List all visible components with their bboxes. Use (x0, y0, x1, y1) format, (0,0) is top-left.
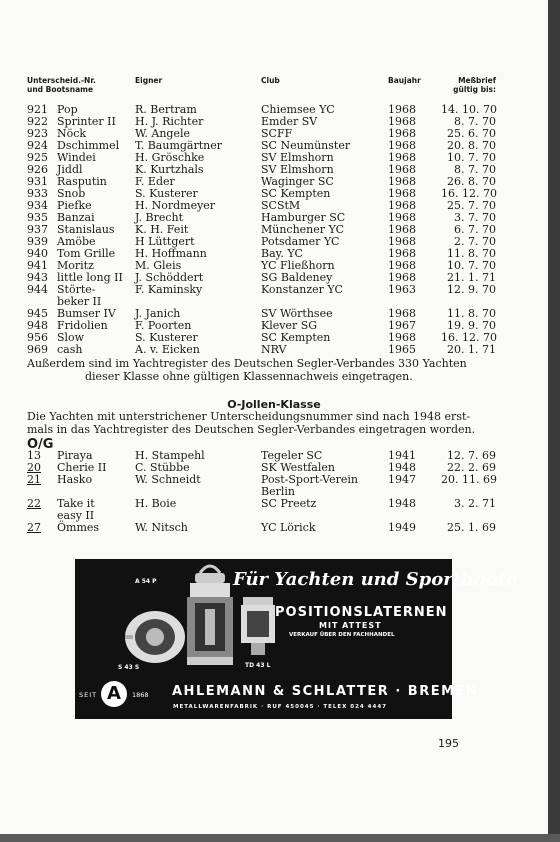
ad-label-td43l: TD 43 L (245, 662, 271, 669)
row-number: 969 (27, 343, 48, 356)
row-year: 1968 (388, 199, 416, 212)
row-number: 22 (27, 497, 41, 510)
row-club: SC Kempten (261, 187, 331, 200)
row-boat-name: Sprinter II (57, 115, 116, 128)
row-owner: H. Nordmeyer (135, 199, 216, 212)
row-boat-name: beker II (57, 295, 102, 308)
row-owner: H Lüttgert (135, 235, 195, 248)
row-boat-name: Piefke (57, 199, 92, 212)
row-number: 921 (27, 103, 48, 116)
row-owner: H. Stampehl (135, 449, 205, 462)
row-boat-name: Amöbe (57, 235, 96, 248)
row-club: Post-Sport-Verein (261, 473, 358, 486)
row-boat-name: Windei (57, 151, 96, 164)
row-number: 924 (27, 139, 48, 152)
row-boat-name: cash (57, 343, 83, 356)
row-date: 11. 8. 70 (447, 247, 496, 260)
row-year: 1968 (388, 211, 416, 224)
row-year: 1968 (388, 223, 416, 236)
row-club: Emder SV (261, 115, 318, 128)
row-year: 1968 (388, 235, 416, 248)
row-number: 21 (27, 473, 41, 486)
class-mark: O/G (27, 437, 54, 452)
row-boat-name: Störte- (57, 283, 96, 296)
row-club: SC Preetz (261, 497, 317, 510)
header-club-label: Club (261, 76, 280, 85)
row-boat-name: Moritz (57, 259, 94, 272)
row-owner: J. Schöddert (135, 271, 204, 284)
header-valid-label: gültig bis: (453, 85, 496, 94)
row-date: 3. 2. 71 (454, 497, 496, 510)
row-boat-name: Piraya (57, 449, 93, 462)
row-number: 922 (27, 115, 48, 128)
row-owner: W. Schneidt (135, 473, 201, 486)
row-boat-name: Cherie II (57, 461, 107, 474)
row-club: SV Wörthsee (261, 307, 333, 320)
row-date: 16. 12. 70 (441, 331, 497, 344)
row-date: 3. 7. 70 (454, 211, 496, 224)
row-date: 11. 8. 70 (447, 307, 496, 320)
ad-label-s43s: S 43 S (118, 664, 140, 671)
row-club: Tegeler SC (261, 449, 323, 462)
row-boat-name: Stanislaus (57, 223, 115, 236)
row-date: 20. 8. 70 (447, 139, 496, 152)
row-club: YC Fließhorn (261, 259, 335, 272)
row-owner: W. Nitsch (135, 521, 188, 534)
row-boat-name: easy II (57, 509, 95, 522)
row-owner: J. Brecht (135, 211, 184, 224)
row-owner: M. Gleis (135, 259, 182, 272)
row-year: 1968 (388, 175, 416, 188)
row-number: 933 (27, 187, 48, 200)
row-boat-name: Slow (57, 331, 85, 344)
row-date: 20. 11. 69 (441, 473, 497, 486)
header-number-col (27, 76, 137, 94)
row-boat-name: Rasputin (57, 175, 107, 188)
ad-headline: Für Yachten und Sportboote (233, 569, 518, 590)
row-owner: F. Kaminsky (135, 283, 203, 296)
row-date: 22. 2. 69 (447, 461, 496, 474)
row-year: 1968 (388, 187, 416, 200)
row-owner: F. Eder (135, 175, 175, 188)
row-year: 1941 (388, 449, 416, 462)
row-owner: A. v. Eicken (135, 343, 200, 356)
row-club: Potsdamer YC (261, 235, 340, 248)
row-date: 26. 8. 70 (447, 175, 496, 188)
row-club: Berlin (261, 485, 295, 498)
row-owner: R. Bertram (135, 103, 197, 116)
row-date: 8. 7. 70 (454, 115, 496, 128)
row-date: 6. 7. 70 (454, 223, 496, 236)
row-number: 27 (27, 521, 41, 534)
row-owner: K. Kurtzhals (135, 163, 204, 176)
row-owner: S. Kusterer (135, 187, 198, 200)
row-owner: F. Poorten (135, 319, 192, 332)
row-boat-name: Fridolien (57, 319, 108, 332)
row-club: Konstanzer YC (261, 283, 343, 296)
row-number: 941 (27, 259, 48, 272)
advertisement (75, 559, 518, 719)
row-club: SCFF (261, 127, 293, 140)
row-number: 925 (27, 151, 48, 164)
row-club: Bay. YC (261, 247, 303, 260)
row-boat-name: Take it (57, 497, 95, 510)
row-date: 20. 1. 71 (447, 343, 496, 356)
ad-company: AHLEMANN & SCHLATTER · BREMEN (172, 684, 479, 699)
row-boat-name: Snob (57, 187, 86, 200)
table-row (0, 522, 548, 534)
row-year: 1968 (388, 115, 416, 128)
row-year: 1968 (388, 271, 416, 284)
row-year: 1948 (388, 497, 416, 510)
row-date: 25. 6. 70 (447, 127, 496, 140)
row-number: 13 (27, 449, 41, 462)
row-boat-name: Ömmes (57, 521, 100, 534)
row-boat-name: Dschimmel (57, 139, 120, 152)
row-date: 10. 7. 70 (447, 151, 496, 164)
row-club: SG Baldeney (261, 271, 333, 284)
row-club: SC Neumünster (261, 139, 351, 152)
header-owner-label: Eigner (135, 76, 163, 85)
ad-subline: METALLWARENFABRIK · RUF 450045 · TELEX 024 4447 (173, 704, 387, 710)
row-boat-name: Bumser IV (57, 307, 116, 320)
ad-seit: SEIT (79, 691, 98, 699)
row-boat-name: Nöck (57, 127, 87, 140)
row-club: Hamburger SC (261, 211, 346, 224)
row-number: 948 (27, 319, 48, 332)
row-year: 1968 (388, 331, 416, 344)
row-year: 1967 (388, 319, 416, 332)
row-boat-name: Tom Grille (57, 247, 116, 260)
header-number-label: Unterscheid.-Nr. (27, 76, 96, 85)
note-text-2: dieser Klasse ohne gültigen Klassennachweis eingetragen. (85, 370, 413, 383)
row-date: 12. 9. 70 (447, 283, 496, 296)
row-year: 1949 (388, 521, 416, 534)
row-date: 21. 1. 71 (447, 271, 496, 284)
row-date: 16. 12. 70 (441, 187, 497, 200)
row-year: 1965 (388, 343, 416, 356)
company-logo: A (101, 681, 127, 707)
header-year-label: Baujahr (388, 76, 421, 85)
row-number: 956 (27, 331, 48, 344)
row-year: 1968 (388, 259, 416, 272)
ad-attest: MIT ATTEST (319, 621, 382, 630)
row-date: 19. 9. 70 (447, 319, 496, 332)
ad-product: POSITIONSLATERNEN (275, 605, 448, 620)
row-number: 20 (27, 461, 41, 474)
row-year: 1968 (388, 247, 416, 260)
row-number: 939 (27, 235, 48, 248)
row-owner: H. Gröschke (135, 151, 205, 164)
row-number: 940 (27, 247, 48, 260)
row-year: 1947 (388, 473, 416, 486)
row-number: 943 (27, 271, 48, 284)
row-date: 2. 7. 70 (454, 235, 496, 248)
table-row (0, 344, 548, 356)
row-owner: H. Hoffmann (135, 247, 207, 260)
row-year: 1968 (388, 307, 416, 320)
row-number: 926 (27, 163, 48, 176)
note-text-4: mals in das Yachtregister des Deutschen Segler-Verbandes eingetragen worden. (27, 423, 476, 436)
row-club: SV Elmshorn (261, 163, 334, 176)
row-boat-name: Pop (57, 103, 78, 116)
row-year: 1963 (388, 283, 416, 296)
row-club: Münchener YC (261, 223, 345, 236)
header-boatname-label: und Bootsname (27, 85, 94, 94)
row-boat-name: Banzai (57, 211, 95, 224)
page-edge-right (548, 0, 560, 842)
row-owner: W. Angele (135, 127, 190, 140)
row-club: SC Kempten (261, 331, 331, 344)
row-club: SV Elmshorn (261, 151, 334, 164)
header-brief-label: Meßbrief (458, 76, 496, 85)
row-boat-name: little long II (57, 271, 123, 284)
row-owner: C. Stübbe (135, 461, 190, 474)
note-text-3: Die Yachten mit unterstrichener Unterscheidungsnummer sind nach 1948 erst- (27, 410, 471, 423)
row-club: Chiemsee YC (261, 103, 335, 116)
note-text-1: Außerdem sind im Yachtregister des Deutschen Segler-Verbandes 330 Yachten (27, 357, 467, 370)
row-date: 25. 7. 70 (447, 199, 496, 212)
row-year: 1968 (388, 127, 416, 140)
row-owner: H. Boie (135, 497, 177, 510)
row-year: 1968 (388, 151, 416, 164)
row-date: 12. 7. 69 (447, 449, 496, 462)
row-club: Waginger SC (261, 175, 334, 188)
row-year: 1968 (388, 103, 416, 116)
row-number: 945 (27, 307, 48, 320)
row-club: SK Westfalen (261, 461, 335, 474)
row-club: YC Lörick (261, 521, 316, 534)
row-number: 935 (27, 211, 48, 224)
row-owner: H. J. Richter (135, 115, 204, 128)
row-club: Klever SG (261, 319, 318, 332)
row-owner: S. Kusterer (135, 331, 198, 344)
ad-sales-note: VERKAUF ÜBER DEN FACHHANDEL (289, 632, 395, 638)
row-year: 1968 (388, 139, 416, 152)
row-number: 934 (27, 199, 48, 212)
row-number: 937 (27, 223, 48, 236)
row-boat-name: Hasko (57, 473, 93, 486)
row-owner: T. Baumgärtner (135, 139, 223, 152)
row-year: 1968 (388, 163, 416, 176)
row-number: 923 (27, 127, 48, 140)
header-brief-col (416, 76, 496, 94)
row-date: 14. 10. 70 (441, 103, 497, 116)
row-boat-name: Jiddl (57, 163, 83, 176)
row-club: SCStM (261, 199, 301, 212)
row-number: 931 (27, 175, 48, 188)
row-owner: K. H. Feit (135, 223, 189, 236)
page-number: 195 (438, 737, 459, 750)
section-title: O-Jollen-Klasse (227, 398, 321, 411)
ad-since-year: 1868 (132, 691, 149, 699)
row-date: 8. 7. 70 (454, 163, 496, 176)
row-club: NRV (261, 343, 287, 356)
row-date: 10. 7. 70 (447, 259, 496, 272)
row-number: 944 (27, 283, 48, 296)
ad-label-a54p: A 54 P (135, 578, 157, 585)
row-date: 25. 1. 69 (447, 521, 496, 534)
row-owner: J. Janich (135, 307, 181, 320)
page-edge-bottom (0, 834, 560, 842)
row-year: 1948 (388, 461, 416, 474)
